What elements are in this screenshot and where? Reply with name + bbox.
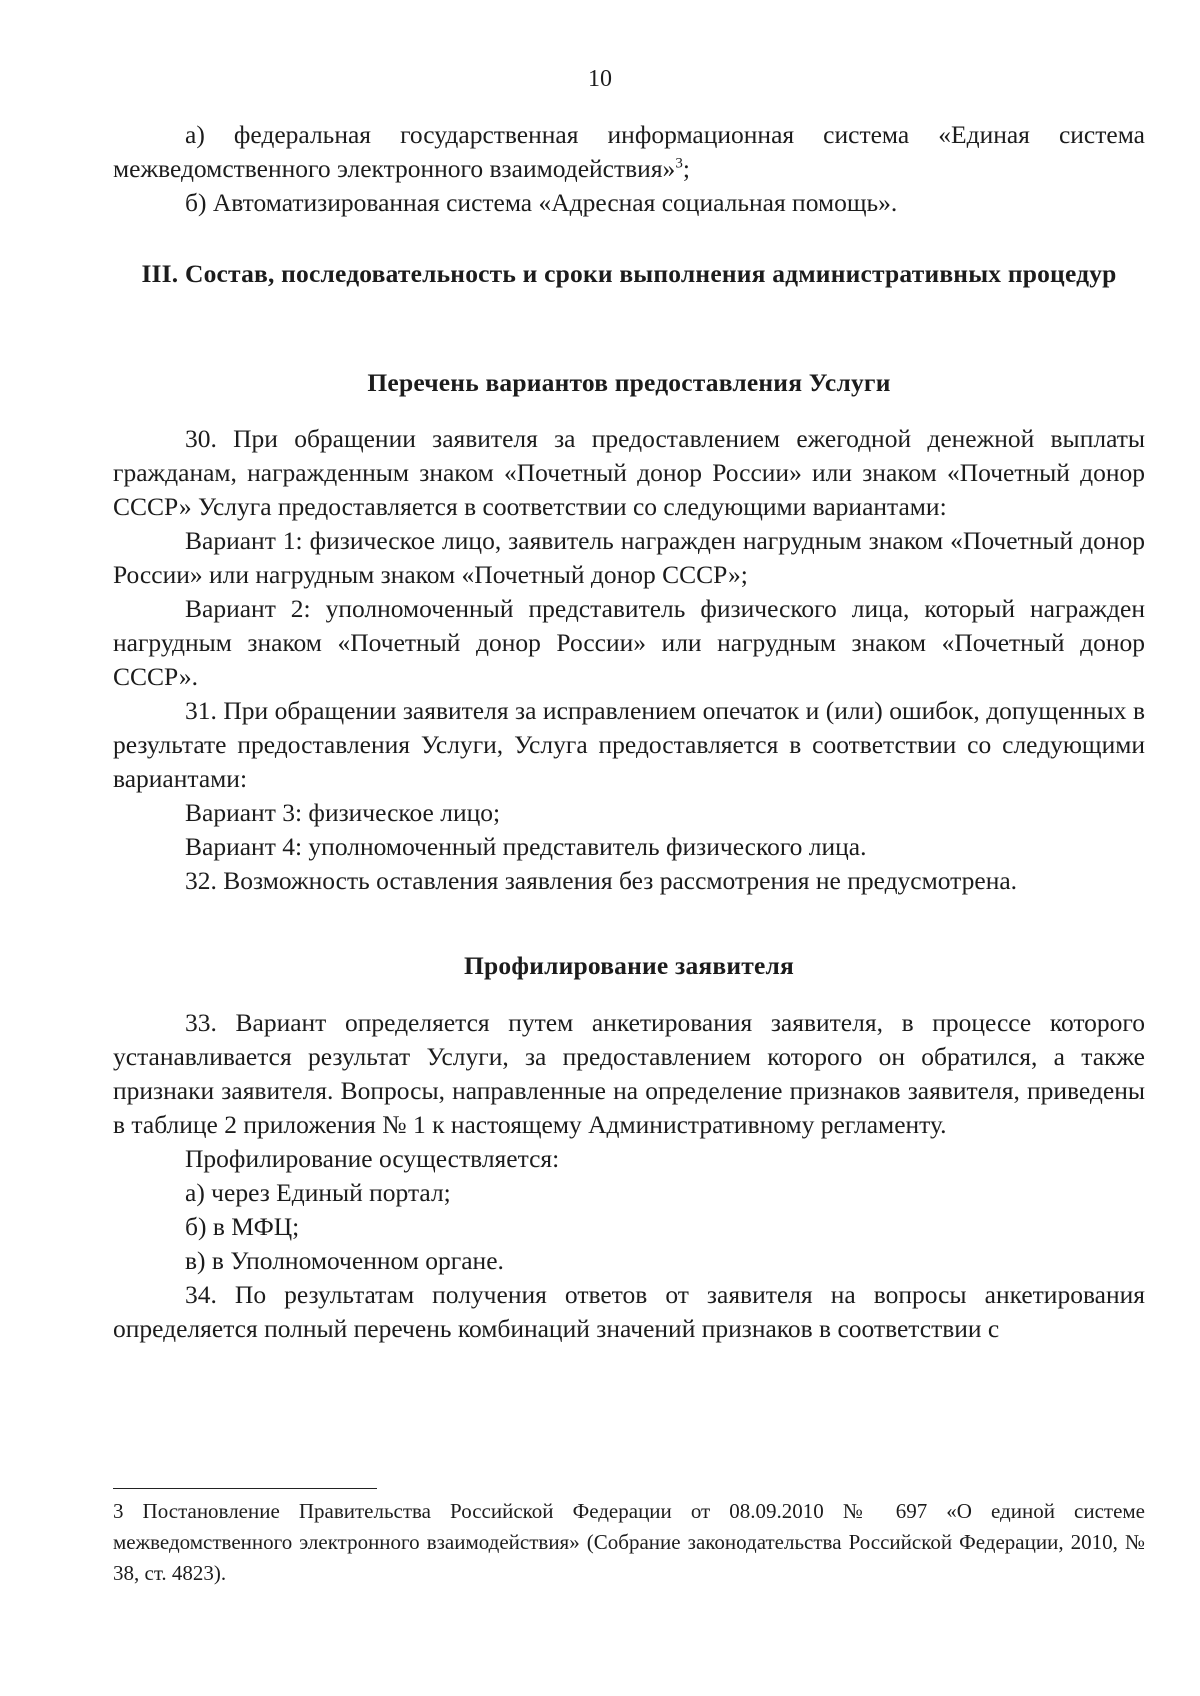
paragraph-31: 31. При обращении заявителя за исправлением опечаток и (или) ошибок, допущенных в результате предоставления Услуги, Услуга предоставляется в соответствии со следующими вариантами: [113, 696, 1145, 793]
list-item-a-end: ; [682, 154, 690, 183]
footnote-ref[interactable]: 3 [675, 155, 683, 172]
variants-body [113, 422, 1145, 898]
footnote: 3 Постановление Правительства Российской Федерации от 08.09.2010 № 697 «О единой системе межведомственного электронного взаимодействия» (Собрание законодательства Российской Федерации, 2010, № 38, ст. 4823). [113, 1499, 1145, 1585]
subheading-variants: Перечень вариантов предоставления Услуги [367, 368, 891, 397]
variant-1: Вариант 1: физическое лицо, заявитель награжден нагрудным знаком «Почетный донор России» или нагрудным знаком «Почетный донор СССР»; [113, 526, 1145, 589]
profiling-item-a: а) через Единый портал; [185, 1178, 451, 1207]
paragraph-34: 34. По результатам получения ответов от заявителя на вопросы анкетирования определяется полный перечень комбинаций значений признаков в соответствии с [113, 1280, 1145, 1343]
list-item-b: б) Автоматизированная система «Адресная социальная помощь». [185, 188, 898, 217]
paragraph-32: 32. Возможность оставления заявления без рассмотрения не предусмотрена. [185, 866, 1018, 895]
paragraph-30: 30. При обращении заявителя за предоставлением ежегодной денежной выплаты гражданам, награжденным знаком «Почетный донор России» или знаком «Почетный донор СССР» Услуга предоставляется в соответствии со следующими вариантами: [113, 424, 1145, 521]
variant-4: Вариант 4: уполномоченный представитель физического лица. [185, 832, 867, 861]
paragraph-33: 33. Вариант определяется путем анкетирования заявителя, в процессе которого устанавливается результат Услуги, за предоставлением которого он обратился, а также признаки заявителя. Вопросы, направленные на определение признаков заявителя, приведены в таблице 2 приложения № 1 к настоящему Административному регламенту. [113, 1008, 1145, 1139]
variant-2: Вариант 2: уполномоченный представитель физического лица, который награжден нагрудным знаком «Почетный донор России» или нагрудным знаком «Почетный донор СССР». [113, 594, 1145, 691]
profiling-item-c: в) в Уполномоченном органе. [185, 1246, 504, 1275]
section-heading: III. Состав, последовательность и сроки выполнения административных процедур [141, 259, 1117, 288]
list-item-a-text: а) федеральная государственная информационная система «Единая система межведомственного электронного взаимодействия» [113, 120, 1145, 183]
profiling-intro: Профилирование осуществляется: [185, 1144, 560, 1173]
list-item-a [113, 118, 1145, 186]
profiling-item-b: б) в МФЦ; [185, 1212, 300, 1241]
intro-list [113, 118, 1145, 220]
page-number: 10 [588, 66, 612, 92]
variant-3: Вариант 3: физическое лицо; [185, 798, 501, 827]
profiling-body [113, 1006, 1145, 1346]
footnote-divider [113, 1488, 377, 1489]
subheading-profiling: Профилирование заявителя [464, 951, 794, 980]
